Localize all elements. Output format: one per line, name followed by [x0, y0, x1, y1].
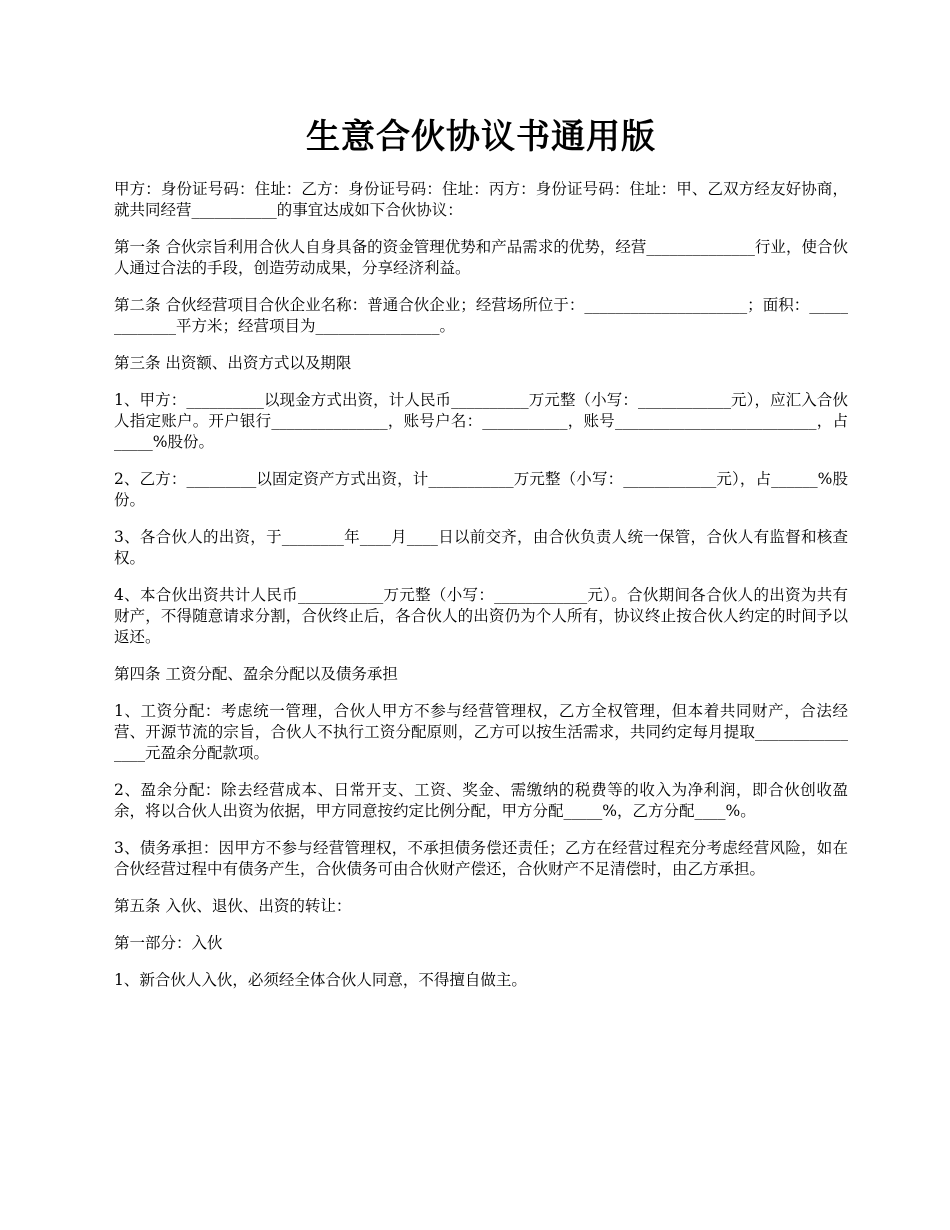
article-4-heading: 第四条 工资分配、盈余分配以及债务承担 — [114, 665, 398, 683]
document-title: 生意合伙协议书通用版 — [306, 117, 656, 157]
article-3-clause-4: 4、本合伙出资共计人民币___________万元整（小写：____________元）。合伙期间各合伙人的出资为共有财产，不得随意请求分割，合伙终止后，各合伙人的出资仍为个人所有，协议终止按合伙人约定的时间予以返还。 — [114, 586, 848, 646]
article-5-part-1-heading: 第一部分：入伙 — [114, 934, 223, 952]
article-3-heading: 第三条 出资额、出资方式以及期限 — [114, 354, 352, 372]
article-3-clause-3: 3、各合伙人的出资，于________年____月____日以前交齐，由合伙负责人统一保管，合伙人有监督和核查权。 — [114, 528, 848, 567]
article-4-clause-3: 3、债务承担：因甲方不参与经营管理权，不承担债务偿还责任；乙方在经营过程充分考虑经营风险，如在合伙经营过程中有债务产生，合伙债务可由合伙财产偿还，合伙财产不足清偿时，由乙方承担。 — [114, 839, 848, 878]
article-2-project: 第二条 合伙经营项目合伙企业名称：普通合伙企业；经营场所位于：_____________________；面积：_____________平方米；经营项目为________________。 — [114, 296, 848, 335]
article-4-clause-2: 2、盈余分配：除去经营成本、日常开支、工资、奖金、需缴纳的税费等的收入为净利润，即合伙创收盈余，将以合伙人出资为依据，甲方同意按约定比例分配，甲方分配_____%，乙方分配____%。 — [114, 781, 848, 820]
article-3-clause-1: 1、甲方：__________以现金方式出资，计人民币__________万元整（小写：____________元），应汇入合伙人指定账户。开户银行_______________，账号户名：___________，账号__________________________，占_____%股份。 — [114, 391, 848, 451]
article-5-clause-1: 1、新合伙人入伙，必须经全体合伙人同意，不得擅自做主。 — [114, 971, 527, 989]
article-5-heading: 第五条 入伙、退伙、出资的转让： — [114, 897, 352, 915]
article-1-purpose: 第一条 合伙宗旨利用合伙人自身具备的资金管理优势和产品需求的优势，经营______________行业，使合伙人通过合法的手段，创造劳动成果，分享经济利益。 — [114, 238, 848, 277]
intro-paragraph: 甲方：身份证号码：住址：乙方：身份证号码：住址：丙方：身份证号码：住址：甲、乙双方经友好协商，就共同经营___________的事宜达成如下合伙协议： — [114, 180, 848, 219]
article-3-clause-2: 2、乙方：_________以固定资产方式出资，计___________万元整（小写：____________元），占______%股份。 — [114, 470, 848, 509]
document-body — [114, 179, 848, 991]
article-4-clause-1: 1、工资分配：考虑统一管理，合伙人甲方不参与经营管理权，乙方全权管理，但本着共同财产，合法经营、开源节流的宗旨，合伙人不执行工资分配原则，乙方可以按生活需求，共同约定每月提取________________元盈余分配款项。 — [114, 702, 848, 762]
document-page — [114, 0, 848, 1007]
